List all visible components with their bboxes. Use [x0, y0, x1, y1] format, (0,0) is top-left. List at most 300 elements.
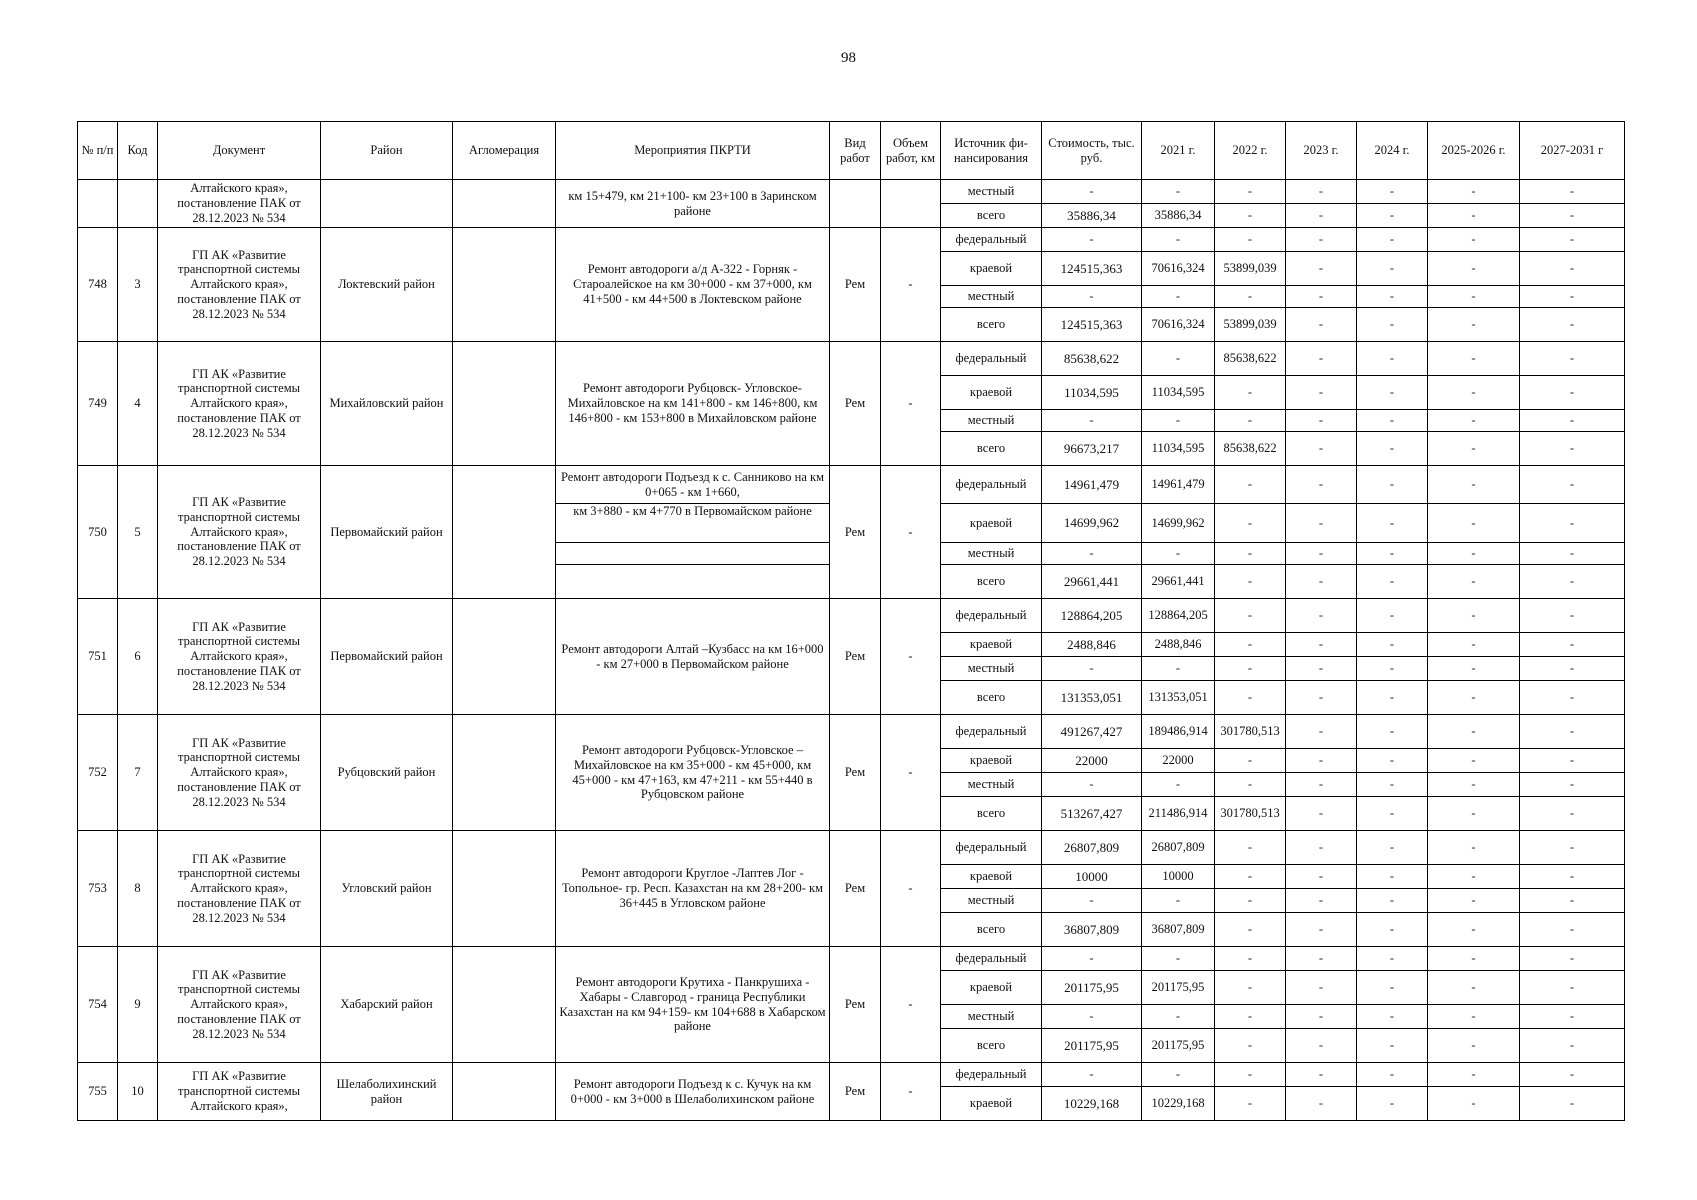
- y2023-cell: -: [1286, 599, 1357, 633]
- y2022-cell: -: [1215, 228, 1286, 252]
- y2022-cell: -: [1215, 633, 1286, 657]
- y2024-cell: -: [1357, 543, 1428, 565]
- col-code: Код: [118, 122, 158, 180]
- y2025-cell: -: [1428, 543, 1520, 565]
- carryover-row-local: [78, 180, 1625, 204]
- source-total: всего: [941, 204, 1042, 228]
- source-local: местный: [941, 657, 1042, 681]
- y2025-cell: -: [1428, 228, 1520, 252]
- y2027-cell: -: [1520, 715, 1625, 749]
- y2025-cell: -: [1428, 913, 1520, 947]
- entry-code: 8: [118, 831, 158, 947]
- y2023-cell: -: [1286, 657, 1357, 681]
- entry-volume: -: [881, 228, 941, 342]
- entry-749-federal: [78, 342, 1625, 376]
- entry-agglomeration: [453, 831, 556, 947]
- cost-cell: 96673,217: [1042, 432, 1142, 466]
- y2027-cell: -: [1520, 681, 1625, 715]
- y2027-cell: -: [1520, 865, 1625, 889]
- y2024-cell: -: [1357, 657, 1428, 681]
- entry-measure-part-b: км 3+880 - км 4+770 в Первомайском районе: [556, 504, 830, 543]
- entry-volume: -: [881, 715, 941, 831]
- y2023-cell: -: [1286, 432, 1357, 466]
- y2021-cell: 128864,205: [1142, 599, 1215, 633]
- y2023-cell: -: [1286, 543, 1357, 565]
- source-total: всего: [941, 797, 1042, 831]
- y2022-cell: -: [1215, 410, 1286, 432]
- y2023-cell: -: [1286, 947, 1357, 971]
- entry-num: 755: [78, 1063, 118, 1121]
- source-regional: краевой: [941, 252, 1042, 286]
- y2027-cell: -: [1520, 204, 1625, 228]
- source-local: местный: [941, 180, 1042, 204]
- y2021-cell: 14961,479: [1142, 466, 1215, 504]
- y2022-cell: -: [1215, 681, 1286, 715]
- y2024-cell: -: [1357, 342, 1428, 376]
- y2027-cell: -: [1520, 432, 1625, 466]
- y2024-cell: -: [1357, 681, 1428, 715]
- y2025-cell: -: [1428, 1029, 1520, 1063]
- entry-district: Угловский район: [321, 831, 453, 947]
- y2024-cell: -: [1357, 715, 1428, 749]
- entry-code: 9: [118, 947, 158, 1063]
- entry-measure-empty: [556, 543, 830, 565]
- entry-752-federal: [78, 715, 1625, 749]
- y2021-cell: 11034,595: [1142, 432, 1215, 466]
- cost-cell: 201175,95: [1042, 1029, 1142, 1063]
- y2021-cell: -: [1142, 543, 1215, 565]
- y2022-cell: 301780,513: [1215, 797, 1286, 831]
- entry-agglomeration: [453, 228, 556, 342]
- entry-measure: Ремонт автодороги Подъезд к с. Кучук на км 0+000 - км 3+000 в Шелаболихинском районе: [556, 1063, 830, 1121]
- y2027-cell: -: [1520, 657, 1625, 681]
- y2021-cell: 35886,34: [1142, 204, 1215, 228]
- source-local: местный: [941, 286, 1042, 308]
- entry-agglomeration: [453, 466, 556, 599]
- col-num: № п/п: [78, 122, 118, 180]
- y2023-cell: -: [1286, 1063, 1357, 1087]
- cost-cell: -: [1042, 286, 1142, 308]
- y2022-cell: -: [1215, 913, 1286, 947]
- source-regional: краевой: [941, 376, 1042, 410]
- entry-work-type: Рем: [830, 1063, 881, 1121]
- y2022-cell: 53899,039: [1215, 252, 1286, 286]
- y2025-cell: -: [1428, 633, 1520, 657]
- carryover-volume: [881, 180, 941, 228]
- y2025-cell: -: [1428, 376, 1520, 410]
- entry-volume: -: [881, 947, 941, 1063]
- entry-code: 6: [118, 599, 158, 715]
- y2024-cell: -: [1357, 252, 1428, 286]
- entry-document: ГП АК «Развитие транспортной системы Алтайского края», постановление ПАК от 28.12.2023 № 534: [158, 947, 321, 1063]
- y2025-cell: -: [1428, 749, 1520, 773]
- y2022-cell: -: [1215, 947, 1286, 971]
- y2023-cell: -: [1286, 308, 1357, 342]
- source-local: местный: [941, 889, 1042, 913]
- source-local: местный: [941, 1005, 1042, 1029]
- cost-cell: 85638,622: [1042, 342, 1142, 376]
- y2025-cell: -: [1428, 657, 1520, 681]
- source-regional: краевой: [941, 504, 1042, 543]
- entry-work-type: Рем: [830, 947, 881, 1063]
- col-agglomeration: Агломерация: [453, 122, 556, 180]
- y2023-cell: -: [1286, 749, 1357, 773]
- y2023-cell: -: [1286, 565, 1357, 599]
- y2021-cell: 189486,914: [1142, 715, 1215, 749]
- y2025-cell: -: [1428, 1087, 1520, 1121]
- y2022-cell: 301780,513: [1215, 715, 1286, 749]
- entry-document: ГП АК «Развитие транспортной системы Алтайского края», постановление ПАК от 28.12.2023 № 534: [158, 466, 321, 599]
- cost-cell: 513267,427: [1042, 797, 1142, 831]
- y2027-cell: -: [1520, 1029, 1625, 1063]
- y2024-cell: -: [1357, 599, 1428, 633]
- y2021-cell: 11034,595: [1142, 376, 1215, 410]
- y2024-cell: -: [1357, 773, 1428, 797]
- y2022-cell: -: [1215, 773, 1286, 797]
- col-2022: 2022 г.: [1215, 122, 1286, 180]
- y2027-cell: -: [1520, 466, 1625, 504]
- y2025-cell: -: [1428, 889, 1520, 913]
- entry-code: 4: [118, 342, 158, 466]
- y2024-cell: -: [1357, 410, 1428, 432]
- entry-num: 751: [78, 599, 118, 715]
- y2021-cell: -: [1142, 889, 1215, 913]
- y2025-cell: -: [1428, 971, 1520, 1005]
- y2027-cell: -: [1520, 228, 1625, 252]
- entry-measure: Ремонт автодороги Круглое -Лаптев Лог - Топольное- гр. Респ. Казахстан на км 28+200- км 36+445 в Угловском районе: [556, 831, 830, 947]
- cost-cell: -: [1042, 889, 1142, 913]
- col-volume: Объем работ, км: [881, 122, 941, 180]
- y2025-cell: -: [1428, 308, 1520, 342]
- y2027-cell: -: [1520, 565, 1625, 599]
- y2023-cell: -: [1286, 831, 1357, 865]
- y2022-cell: -: [1215, 599, 1286, 633]
- source-local: местный: [941, 543, 1042, 565]
- y2025-cell: -: [1428, 599, 1520, 633]
- y2025-cell: -: [1428, 1005, 1520, 1029]
- y2021-cell: 211486,914: [1142, 797, 1215, 831]
- entry-code: 3: [118, 228, 158, 342]
- y2023-cell: -: [1286, 504, 1357, 543]
- y2025-cell: -: [1428, 565, 1520, 599]
- cost-cell: -: [1042, 410, 1142, 432]
- y2025-cell: -: [1428, 432, 1520, 466]
- y2024-cell: -: [1357, 913, 1428, 947]
- y2025-cell: -: [1428, 865, 1520, 889]
- cost-cell: 36807,809: [1042, 913, 1142, 947]
- y2022-cell: 85638,622: [1215, 432, 1286, 466]
- cost-cell: 29661,441: [1042, 565, 1142, 599]
- source-federal: федеральный: [941, 599, 1042, 633]
- cost-cell: -: [1042, 543, 1142, 565]
- y2025-cell: -: [1428, 773, 1520, 797]
- y2027-cell: -: [1520, 410, 1625, 432]
- source-federal: федеральный: [941, 342, 1042, 376]
- y2022-cell: -: [1215, 286, 1286, 308]
- y2023-cell: -: [1286, 252, 1357, 286]
- source-regional: краевой: [941, 633, 1042, 657]
- y2021-cell: -: [1142, 410, 1215, 432]
- y2027-cell: -: [1520, 1087, 1625, 1121]
- cost-cell: 491267,427: [1042, 715, 1142, 749]
- y2024-cell: -: [1357, 565, 1428, 599]
- y2022-cell: -: [1215, 889, 1286, 913]
- y2025-cell: -: [1428, 286, 1520, 308]
- col-district: Район: [321, 122, 453, 180]
- y2021-cell: -: [1142, 773, 1215, 797]
- source-total: всего: [941, 913, 1042, 947]
- y2024-cell: -: [1357, 432, 1428, 466]
- y2022-cell: -: [1215, 565, 1286, 599]
- y2023-cell: -: [1286, 180, 1357, 204]
- carryover-num: [78, 180, 118, 228]
- y2022-cell: -: [1215, 971, 1286, 1005]
- source-total: всего: [941, 565, 1042, 599]
- y2025-cell: -: [1428, 504, 1520, 543]
- entry-district: Хабарский район: [321, 947, 453, 1063]
- entry-document: ГП АК «Развитие транспортной системы Алтайского края», постановление ПАК от 28.12.2023 № 534: [158, 715, 321, 831]
- y2027-cell: -: [1520, 543, 1625, 565]
- y2025-cell: -: [1428, 466, 1520, 504]
- carryover-measure: км 15+479, км 21+100- км 23+100 в Заринском районе: [556, 180, 830, 228]
- entry-document: ГП АК «Развитие транспортной системы Алтайского края», постановление ПАК от 28.12.2023 № 534: [158, 831, 321, 947]
- y2022-cell: 85638,622: [1215, 342, 1286, 376]
- y2025-cell: -: [1428, 831, 1520, 865]
- y2025-cell: -: [1428, 947, 1520, 971]
- page-number: 98: [841, 50, 856, 66]
- y2021-cell: 10229,168: [1142, 1087, 1215, 1121]
- y2023-cell: -: [1286, 715, 1357, 749]
- cost-cell: 2488,846: [1042, 633, 1142, 657]
- entry-num: 752: [78, 715, 118, 831]
- entry-measure-empty: [556, 565, 830, 599]
- header-row: [78, 122, 1625, 180]
- y2024-cell: -: [1357, 889, 1428, 913]
- cost-cell: 14961,479: [1042, 466, 1142, 504]
- entry-document: ГП АК «Развитие транспортной системы Алтайского края»,: [158, 1063, 321, 1121]
- entry-agglomeration: [453, 599, 556, 715]
- y2024-cell: -: [1357, 971, 1428, 1005]
- y2024-cell: -: [1357, 376, 1428, 410]
- y2021-cell: -: [1142, 947, 1215, 971]
- entry-num: 748: [78, 228, 118, 342]
- y2021-cell: -: [1142, 180, 1215, 204]
- entry-agglomeration: [453, 947, 556, 1063]
- source-federal: федеральный: [941, 947, 1042, 971]
- source-federal: федеральный: [941, 715, 1042, 749]
- entry-num: 750: [78, 466, 118, 599]
- y2022-cell: -: [1215, 831, 1286, 865]
- source-total: всего: [941, 308, 1042, 342]
- y2023-cell: -: [1286, 466, 1357, 504]
- y2023-cell: -: [1286, 865, 1357, 889]
- y2023-cell: -: [1286, 342, 1357, 376]
- col-cost: Стоимость, тыс. руб.: [1042, 122, 1142, 180]
- y2021-cell: 2488,846: [1142, 633, 1215, 657]
- y2024-cell: -: [1357, 1029, 1428, 1063]
- source-federal: федеральный: [941, 1063, 1042, 1087]
- entry-document: ГП АК «Развитие транспортной системы Алтайского края», постановление ПАК от 28.12.2023 № 534: [158, 342, 321, 466]
- cost-cell: 10229,168: [1042, 1087, 1142, 1121]
- y2021-cell: -: [1142, 1005, 1215, 1029]
- y2022-cell: -: [1215, 1005, 1286, 1029]
- y2023-cell: -: [1286, 797, 1357, 831]
- entry-measure: Ремонт автодороги Крутиха - Панкрушиха - Хабары - Славгород - граница Республики Казахстан на км 94+159- км 104+688 в Хабарском районе: [556, 947, 830, 1063]
- y2027-cell: -: [1520, 633, 1625, 657]
- carryover-work-type: [830, 180, 881, 228]
- y2025-cell: -: [1428, 410, 1520, 432]
- cost-cell: -: [1042, 180, 1142, 204]
- entry-num: 753: [78, 831, 118, 947]
- cost-cell: 14699,962: [1042, 504, 1142, 543]
- entry-num: 749: [78, 342, 118, 466]
- y2024-cell: -: [1357, 308, 1428, 342]
- source-total: всего: [941, 681, 1042, 715]
- carryover-code: [118, 180, 158, 228]
- cost-cell: -: [1042, 657, 1142, 681]
- cost-cell: 26807,809: [1042, 831, 1142, 865]
- y2027-cell: -: [1520, 913, 1625, 947]
- cost-cell: 124515,363: [1042, 308, 1142, 342]
- y2021-cell: 14699,962: [1142, 504, 1215, 543]
- entry-volume: -: [881, 599, 941, 715]
- source-regional: краевой: [941, 749, 1042, 773]
- y2023-cell: -: [1286, 971, 1357, 1005]
- y2022-cell: -: [1215, 376, 1286, 410]
- y2027-cell: -: [1520, 599, 1625, 633]
- y2027-cell: -: [1520, 1005, 1625, 1029]
- y2024-cell: -: [1357, 228, 1428, 252]
- y2023-cell: -: [1286, 286, 1357, 308]
- y2024-cell: -: [1357, 865, 1428, 889]
- entry-district: Шелаболихинский район: [321, 1063, 453, 1121]
- y2023-cell: -: [1286, 1005, 1357, 1029]
- source-regional: краевой: [941, 865, 1042, 889]
- cost-cell: 131353,051: [1042, 681, 1142, 715]
- y2027-cell: -: [1520, 947, 1625, 971]
- carryover-district: [321, 180, 453, 228]
- col-funding-source: Источник фи-нансирования: [941, 122, 1042, 180]
- cost-cell: 22000: [1042, 749, 1142, 773]
- entry-work-type: Рем: [830, 228, 881, 342]
- y2027-cell: -: [1520, 889, 1625, 913]
- y2021-cell: 22000: [1142, 749, 1215, 773]
- source-federal: федеральный: [941, 228, 1042, 252]
- col-2025-2026: 2025-2026 г.: [1428, 122, 1520, 180]
- cost-cell: -: [1042, 1005, 1142, 1029]
- y2027-cell: -: [1520, 971, 1625, 1005]
- y2027-cell: -: [1520, 1063, 1625, 1087]
- source-local: местный: [941, 773, 1042, 797]
- y2025-cell: -: [1428, 1063, 1520, 1087]
- y2023-cell: -: [1286, 889, 1357, 913]
- cost-cell: -: [1042, 773, 1142, 797]
- y2021-cell: 29661,441: [1142, 565, 1215, 599]
- entry-document: ГП АК «Развитие транспортной системы Алтайского края», постановление ПАК от 28.12.2023 № 534: [158, 228, 321, 342]
- y2024-cell: -: [1357, 1063, 1428, 1087]
- cost-cell: 128864,205: [1042, 599, 1142, 633]
- col-measure: Мероприятия ПКРТИ: [556, 122, 830, 180]
- y2023-cell: -: [1286, 204, 1357, 228]
- y2024-cell: -: [1357, 1087, 1428, 1121]
- entry-measure: Ремонт автодороги а/д А-322 - Горняк - Староалейское на км 30+000 - км 37+000, км 41+500 - км 44+500 в Локтевском районе: [556, 228, 830, 342]
- entry-volume: -: [881, 831, 941, 947]
- y2027-cell: -: [1520, 286, 1625, 308]
- y2021-cell: 201175,95: [1142, 971, 1215, 1005]
- cost-cell: -: [1042, 947, 1142, 971]
- y2022-cell: -: [1215, 466, 1286, 504]
- y2023-cell: -: [1286, 681, 1357, 715]
- entry-agglomeration: [453, 342, 556, 466]
- y2022-cell: -: [1215, 543, 1286, 565]
- y2027-cell: -: [1520, 376, 1625, 410]
- cost-cell: 124515,363: [1042, 252, 1142, 286]
- col-2021: 2021 г.: [1142, 122, 1215, 180]
- y2024-cell: -: [1357, 1005, 1428, 1029]
- entry-work-type: Рем: [830, 342, 881, 466]
- y2022-cell: 53899,039: [1215, 308, 1286, 342]
- y2025-cell: -: [1428, 252, 1520, 286]
- entry-volume: -: [881, 466, 941, 599]
- y2021-cell: -: [1142, 286, 1215, 308]
- y2024-cell: -: [1357, 947, 1428, 971]
- y2022-cell: -: [1215, 1063, 1286, 1087]
- entry-agglomeration: [453, 715, 556, 831]
- entry-num: 754: [78, 947, 118, 1063]
- y2022-cell: -: [1215, 180, 1286, 204]
- y2021-cell: -: [1142, 228, 1215, 252]
- y2027-cell: -: [1520, 773, 1625, 797]
- y2024-cell: -: [1357, 204, 1428, 228]
- entry-work-type: Рем: [830, 466, 881, 599]
- entry-volume: -: [881, 1063, 941, 1121]
- col-document: Документ: [158, 122, 321, 180]
- y2025-cell: -: [1428, 797, 1520, 831]
- carryover-agglomeration: [453, 180, 556, 228]
- y2024-cell: -: [1357, 797, 1428, 831]
- entry-work-type: Рем: [830, 715, 881, 831]
- source-local: местный: [941, 410, 1042, 432]
- entry-work-type: Рем: [830, 831, 881, 947]
- y2023-cell: -: [1286, 376, 1357, 410]
- y2021-cell: 201175,95: [1142, 1029, 1215, 1063]
- y2023-cell: -: [1286, 228, 1357, 252]
- y2027-cell: -: [1520, 252, 1625, 286]
- source-total: всего: [941, 1029, 1042, 1063]
- y2024-cell: -: [1357, 633, 1428, 657]
- entry-work-type: Рем: [830, 599, 881, 715]
- y2022-cell: -: [1215, 1087, 1286, 1121]
- entry-measure-part-a: Ремонт автодороги Подъезд к с. Санниково на км 0+065 - км 1+660,: [556, 466, 830, 504]
- y2024-cell: -: [1357, 749, 1428, 773]
- entry-code: 10: [118, 1063, 158, 1121]
- source-federal: федеральный: [941, 831, 1042, 865]
- y2022-cell: -: [1215, 657, 1286, 681]
- y2025-cell: -: [1428, 681, 1520, 715]
- y2027-cell: -: [1520, 504, 1625, 543]
- entry-753-federal: [78, 831, 1625, 865]
- cost-cell: 11034,595: [1042, 376, 1142, 410]
- cost-cell: 35886,34: [1042, 204, 1142, 228]
- y2027-cell: -: [1520, 831, 1625, 865]
- road-repair-table: [77, 121, 1625, 1121]
- y2021-cell: -: [1142, 657, 1215, 681]
- y2024-cell: -: [1357, 466, 1428, 504]
- entry-district: Локтевский район: [321, 228, 453, 342]
- y2027-cell: -: [1520, 749, 1625, 773]
- col-work-type: Вид работ: [830, 122, 881, 180]
- y2022-cell: -: [1215, 1029, 1286, 1063]
